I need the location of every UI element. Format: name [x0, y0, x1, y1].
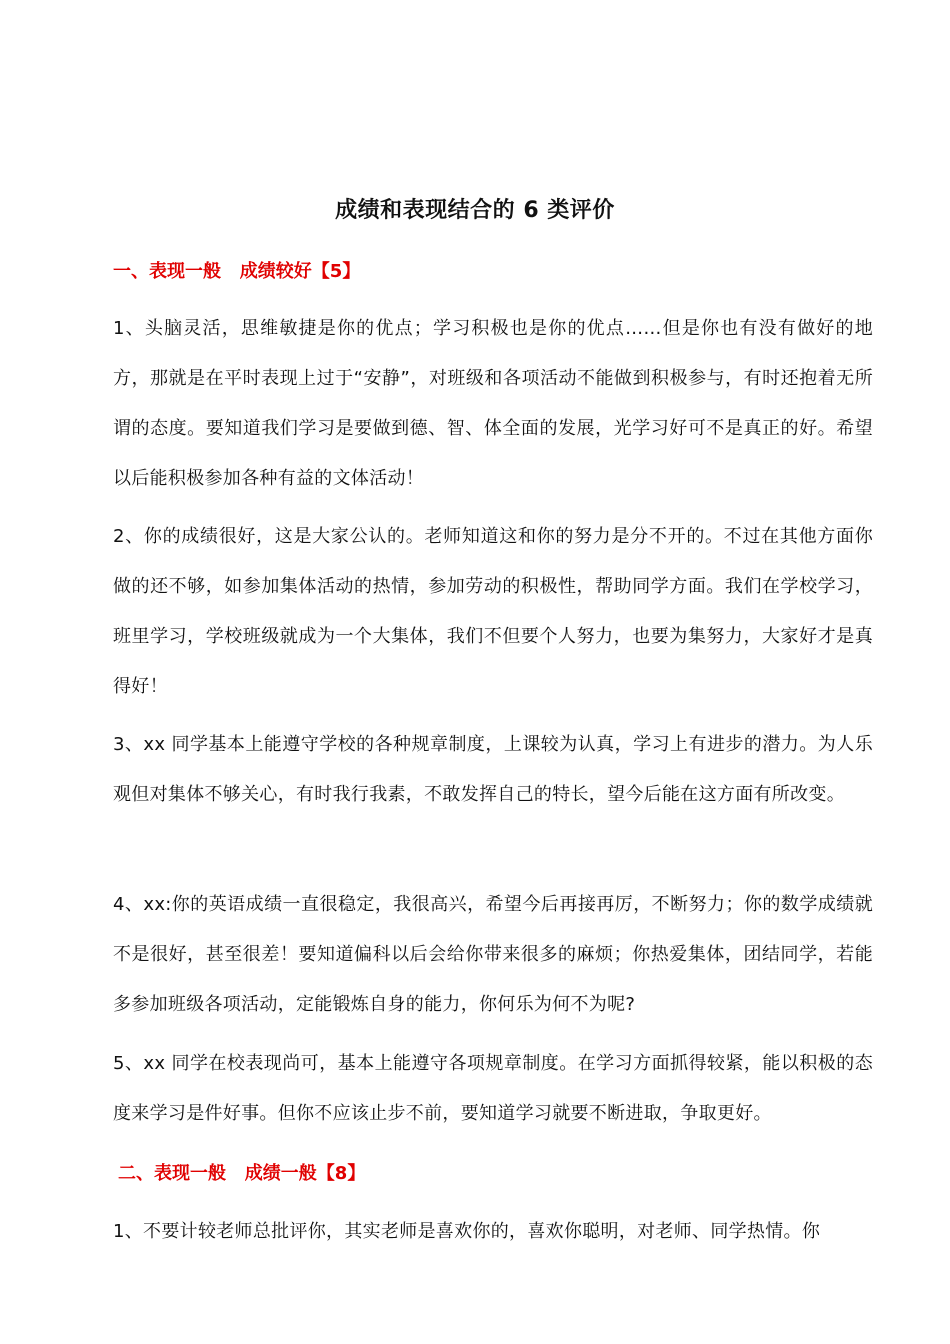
paragraph-1-1: 1、头脑灵活，思维敏捷是你的优点；学习积极也是你的优点……但是你也有没有做好的地方，那就是在平时表现上过于“安静”，对班级和各项活动不能做到积极参与，有时还抱着无所谓的态度。要知道我们学习是要做到德、智、体全面的发展，光学习好可不是真正的好。希望以后能积极参加各种有益的文体活动！ [113, 318, 873, 489]
document-title: 成绩和表现结合的 6 类评价 [335, 198, 615, 223]
paragraph-1-3: 3、xx 同学基本上能遵守学校的各种规章制度，上课较为认真，学习上有进步的潜力。为人乐观但对集体不够关心，有时我行我素，不敢发挥自己的特长，望今后能在这方面有所改变。 [113, 734, 873, 805]
paragraph-1-4: 4、xx:你的英语成绩一直很稳定，我很高兴，希望今后再接再厉，不断努力；你的数学成绩就不是很好，甚至很差！要知道偏科以后会给你带来很多的麻烦；你热爱集体，团结同学，若能多参加班级各项活动，定能锻炼自身的能力，你何乐为何不为呢? [113, 894, 873, 1015]
section-heading-2: 二、表现一般 成绩一般【8】 [118, 1163, 366, 1184]
section-heading-1: 一、表现一般 成绩较好【5】 [113, 261, 361, 282]
paragraph-1-5: 5、xx 同学在校表现尚可，基本上能遵守各项规章制度。在学习方面抓得较紧，能以积极的态度来学习是件好事。但你不应该止步不前，要知道学习就要不断进取，争取更好。 [113, 1053, 873, 1124]
paragraph-1-2: 2、你的成绩很好，这是大家公认的。老师知道这和你的努力是分不开的。不过在其他方面你做的还不够，如参加集体活动的热情，参加劳动的积极性，帮助同学方面。我们在学校学习，班里学习，学校班级就成为一个大集体，我们不但要个人努力，也要为集努力，大家好才是真得好！ [113, 526, 873, 697]
paragraph-2-1: 1、不要计较老师总批评你，其实老师是喜欢你的，喜欢你聪明，对老师、同学热情。你 [113, 1221, 821, 1242]
